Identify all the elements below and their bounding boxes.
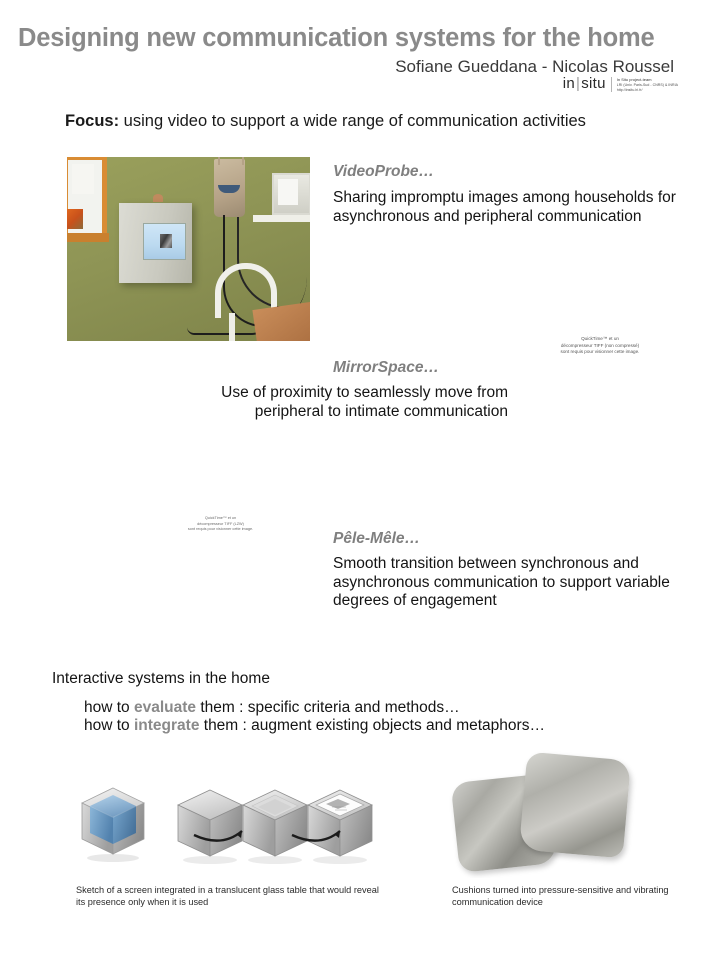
photo-chair-leg [229, 313, 235, 341]
qt-mirror-line-3: sont requis pour visionner cette image. [560, 349, 640, 355]
cube-plain [178, 790, 242, 864]
project-description-mirrorspace: Use of proximity to seamlessly move from peripheral to intimate communication [221, 384, 508, 420]
insitu-logo-mark [563, 76, 606, 91]
evaluate-suffix: them : specific criteria and methods… [196, 699, 460, 716]
cushion-right [519, 752, 631, 859]
qt-pele-line-3: sont requis pour visionner cette image. [187, 527, 254, 531]
interactive-systems-line-evaluate [84, 699, 460, 717]
cube-active-screen [308, 790, 372, 864]
photo-window-pane [72, 164, 94, 194]
figure-caption-left: Sketch of a screen integrated in a translucent glass table that would reveal its presence only when it is used [76, 885, 379, 907]
photo-window-picture [67, 209, 83, 229]
insitu-logo-divider: | [576, 75, 581, 92]
integrate-keyword: integrate [133, 717, 200, 734]
qt-pele-line-2: décompresseur TIFF (LZW) [197, 521, 244, 526]
page-title: Designing new communication systems for the home [18, 24, 655, 52]
cube-faint-screen [243, 790, 307, 864]
project-description-pelemele: Smooth transition between synchronous and asynchronous communication to support variable degrees of engagement [333, 555, 670, 610]
insitu-logo-in: in [562, 75, 575, 92]
qt-mirror-line-1: QuickTime™ et un [581, 336, 619, 341]
cushions-photo [447, 748, 637, 878]
videoprobe-photo [67, 157, 310, 341]
qt-pele-line-1: QuickTime™ et un [204, 516, 237, 520]
evaluate-prefix: how to [84, 699, 134, 716]
qt-mirror-line-2: décompresseur TIFF (non compressé) [560, 342, 640, 348]
interactive-systems-heading: Interactive systems in the home [52, 670, 270, 687]
photo-monitor-screen [278, 179, 298, 205]
project-description-videoprobe: Sharing impromptu images among households for asynchronous and peripheral communication [333, 189, 676, 225]
photo-device-screen-image [160, 234, 172, 248]
project-title-mirrorspace: MirrorSpace… [333, 359, 439, 376]
focus-label: Focus: [65, 112, 120, 130]
integrate-prefix: how to [84, 717, 134, 734]
figure-caption-right: Cushions turned into pressure-sensitive and vibrating communication device [452, 885, 669, 907]
focus-statement [65, 112, 665, 131]
cubes-svg [70, 782, 380, 874]
quicktime-placeholder-pelemele [148, 516, 293, 533]
interactive-systems-line-integrate [84, 717, 545, 735]
insitu-logo [563, 76, 678, 92]
photo-wall-knob [153, 194, 163, 202]
insitu-logo-line-3: http://insitu.lri.fr/ [616, 87, 643, 92]
project-title-pelemele: Pêle-Mêle… [333, 530, 421, 547]
isometric-cubes-figure [70, 782, 380, 874]
evaluate-keyword: evaluate [133, 699, 197, 716]
integrate-suffix: them : augment existing objects and metaphors… [199, 717, 545, 734]
glass-cube-with-blue-core [82, 788, 144, 862]
project-title-videoprobe: VideoProbe… [333, 163, 435, 180]
insitu-logo-line-2: LRI (Univ. Paris-Sud - CNRS) & INRIA [616, 82, 678, 87]
authors-line: Sofiane Gueddana - Nicolas Roussel [395, 57, 674, 76]
quicktime-placeholder-mirrorspace [520, 336, 680, 356]
focus-text: using video to support a wide range of communication activities [119, 112, 586, 130]
insitu-logo-situ: situ [581, 75, 606, 92]
photo-window-sill [67, 233, 109, 242]
insitu-logo-text [611, 77, 678, 92]
insitu-logo-line-1: In Situ project-team [616, 77, 652, 82]
